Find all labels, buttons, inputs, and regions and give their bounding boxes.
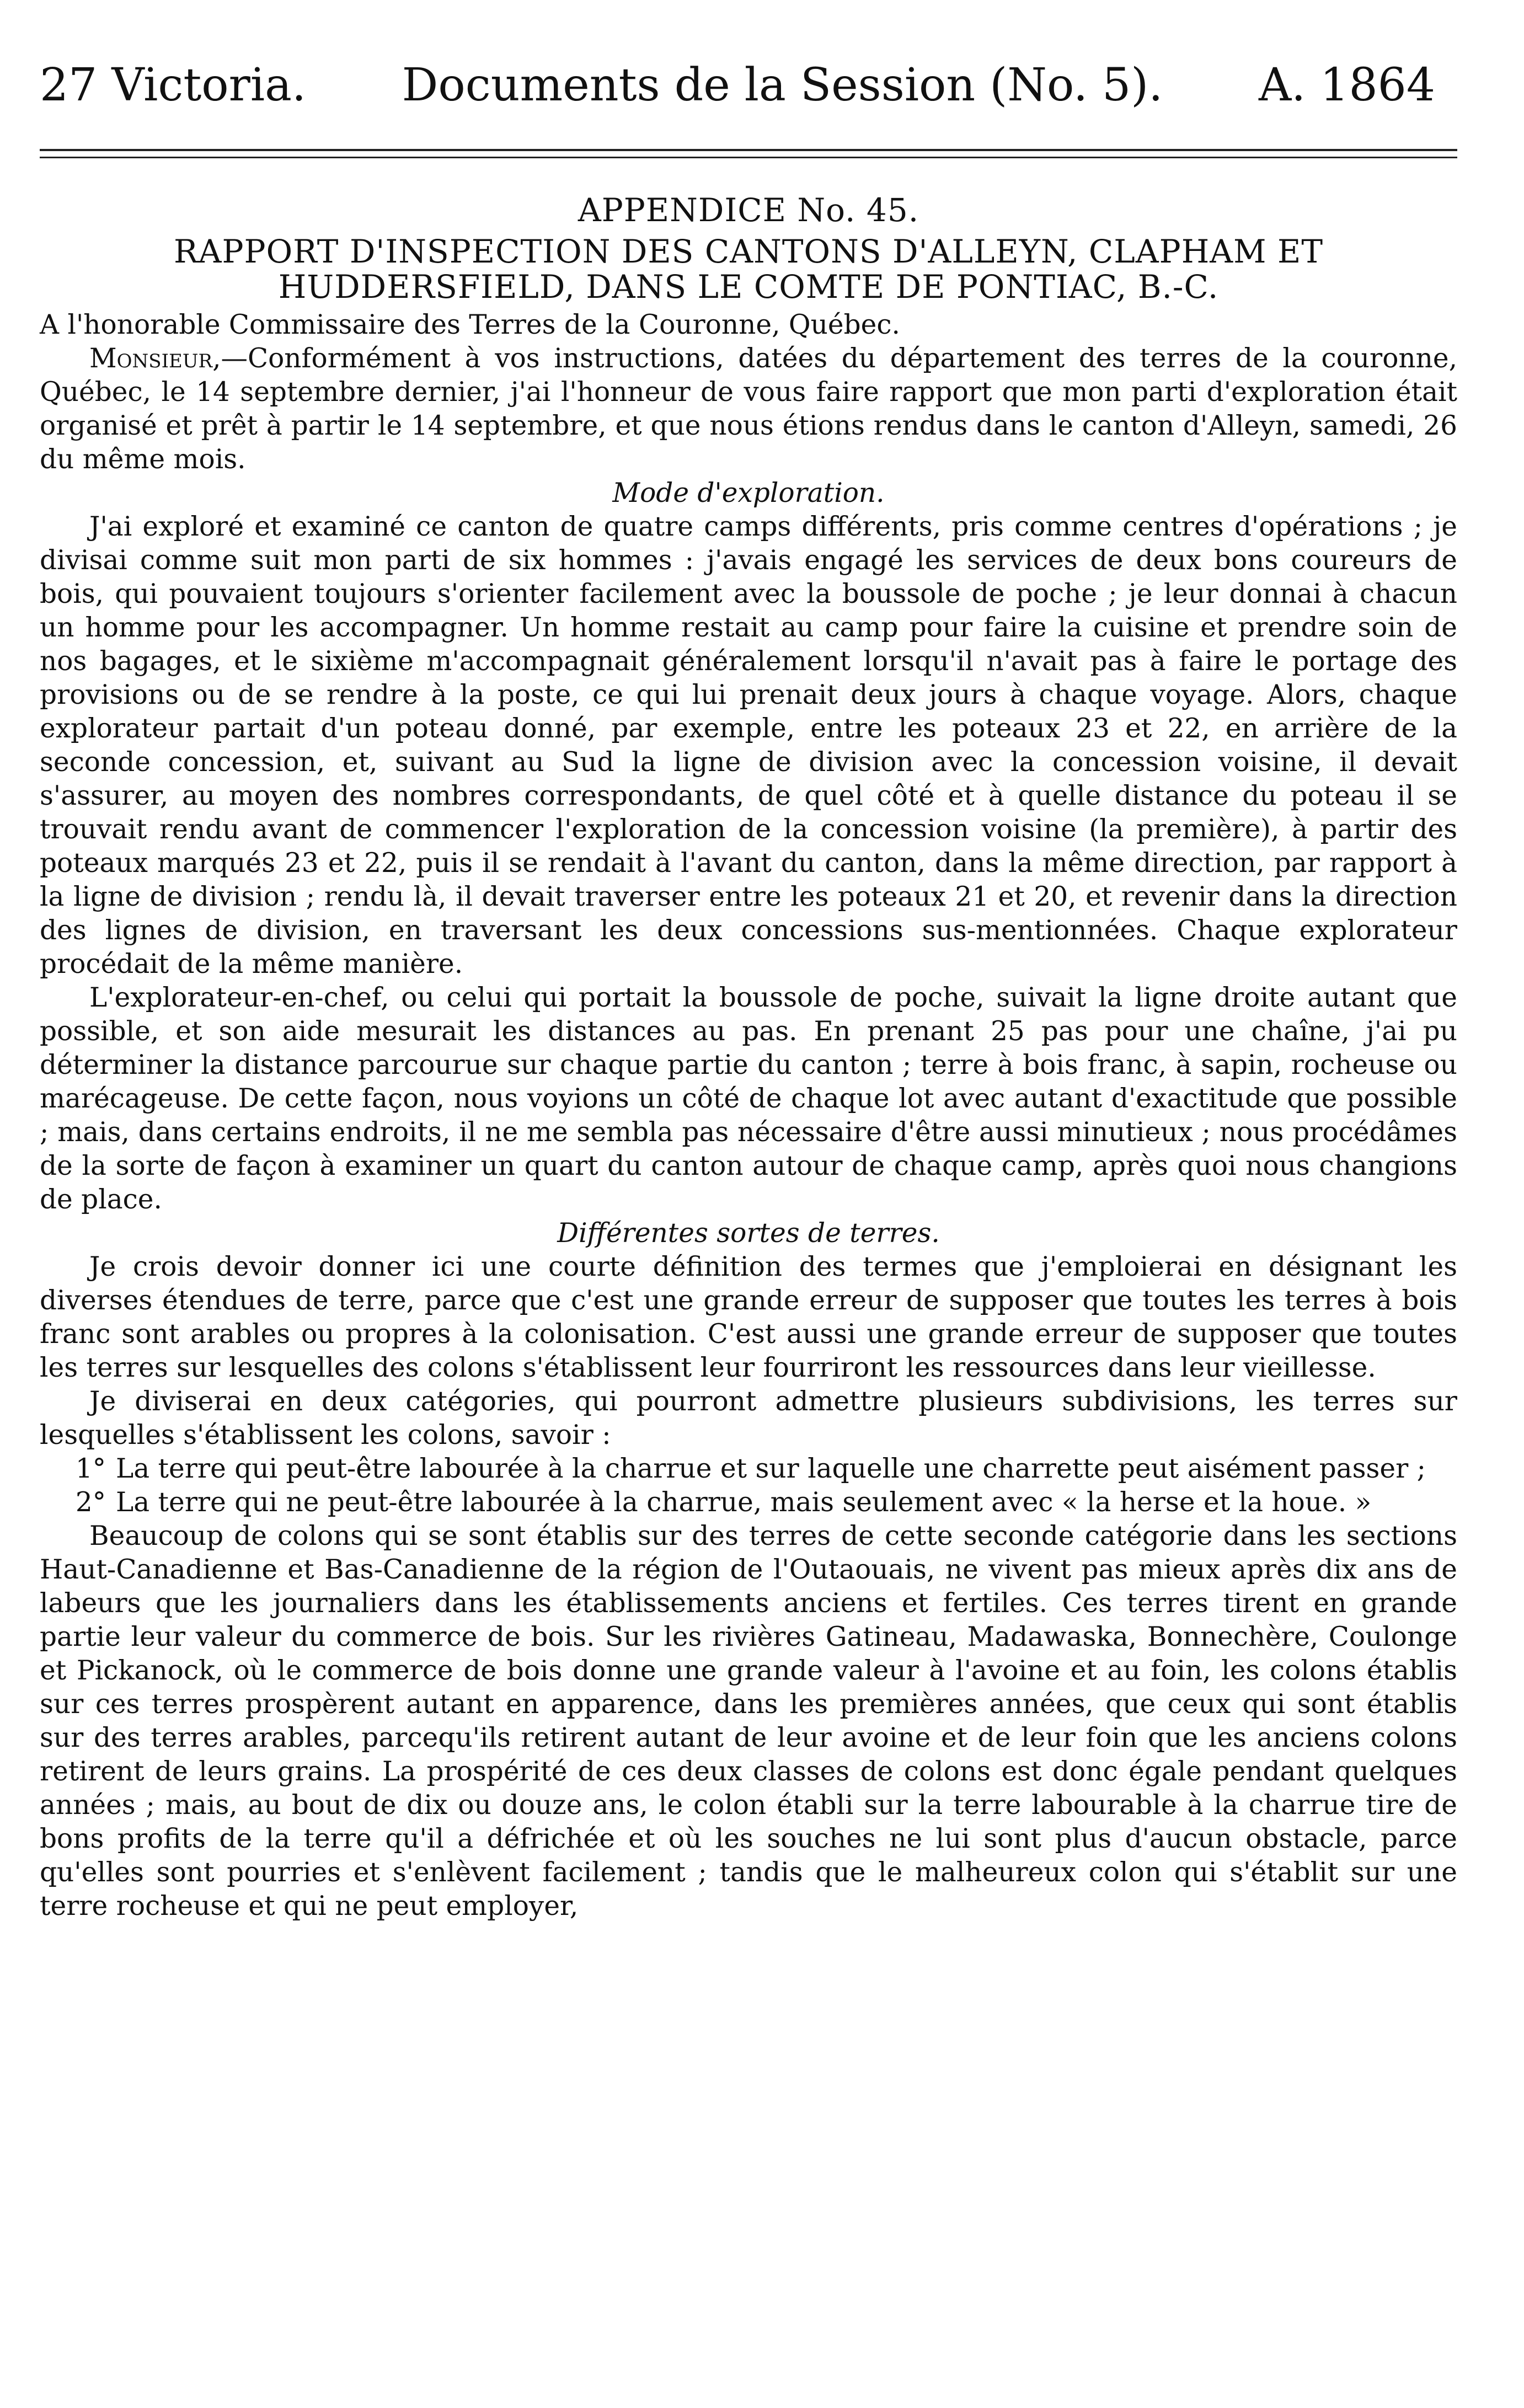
list-item-text: La terre qui ne peut-être labourée à la charrue, mais seulement avec « la herse et la houe. » bbox=[116, 1486, 1372, 1518]
addressee: Monsieur, bbox=[89, 343, 221, 374]
header-year: A. 1864 bbox=[1258, 59, 1435, 111]
paragraph: Je crois devoir donner ici une courte définition des termes que j'emploierai en désignant les diverses étendues de terre, parce que c'est une grande erreur de supposer que toutes les terres à bois franc sont arables ou propres à la colonisation. C'est aussi une grande erreur de supposer que toutes les terres sur lesquelles des colons s'établissent leur fourriront les ressources dans leur vieillesse. bbox=[40, 1251, 1457, 1383]
section-heading-exploration: Mode d'exploration. bbox=[612, 477, 885, 509]
document-page bbox=[40, 61, 1457, 1923]
intro-text: —Conformément à vos instructions, datées du département des terres de la couronne, Québec, le 14 septembre dernier, j'ai l'honneur de vous faire rapport que mon parti d'exploration était organisé et prêt à partir le 14 septembre, et que nous étions rendus dans le canton d'Alleyn, samedi, 26 du même mois. bbox=[40, 343, 1457, 475]
running-header bbox=[40, 61, 1457, 110]
paragraph: Beaucoup de colons qui se sont établis sur des terres de cette seconde catégorie dans les sections Haut-Canadienne et Bas-Canadienne de la région de l'Outaouais, ne vivent pas mieux après dix ans de labeurs que les journaliers dans les établissements anciens et fertiles. Ces terres tirent en grande partie leur valeur du commerce de bois. Sur les rivières Gatineau, Madawaska, Bonnechère, Coulonge et Pickanock, où le commerce de bois donne une grande valeur à l'avoine et au foin, les colons établis sur ces terres prospèrent autant en apparence, dans les premières années, que ceux qui sont établis sur des terres arables, parcequ'ils retirent autant de leur avoine et de leur foin que les anciens colons retirent de leurs grains. La prospérité de ces deux classes de colons est donc égale pendant quelques années ; mais, au bout de dix ou douze ans, le colon établi sur la terre labourable à la charrue tire de bons profits de la terre qu'il a défrichée et où les souches ne lui sont plus d'aucun obstacle, parce qu'elles sont pourries et s'enlèvent facilement ; tandis que le malheureux colon qui s'établit sur une terre rocheuse et qui ne peut employer, bbox=[40, 1520, 1457, 1922]
list-item-number: 2° bbox=[75, 1486, 106, 1518]
report-title: RAPPORT D'INSPECTION DES CANTONS D'ALLEYN, CLAPHAM ET HUDDERSFIELD, DANS LE COMTE DE PONTIAC, B.-C. bbox=[173, 233, 1324, 306]
header-volume: 27 Victoria. bbox=[40, 59, 307, 111]
list-item-text: La terre qui peut-être labourée à la charrue et sur laquelle une charrette peut aisément passer ; bbox=[116, 1453, 1426, 1484]
header-rule-double bbox=[40, 157, 1457, 158]
report-body bbox=[40, 308, 1457, 1923]
salutation: A l'honorable Commissaire des Terres de la Couronne, Québec. bbox=[40, 309, 900, 340]
intro-paragraph bbox=[40, 342, 1457, 477]
header-rule bbox=[40, 149, 1457, 151]
section-heading-land-types: Différentes sortes de terres. bbox=[557, 1217, 940, 1249]
paragraph: L'explorateur-en-chef, ou celui qui portait la boussole de poche, suivait la ligne droite autant que possible, et son aide mesurait les distances au pas. En prenant 25 pas pour une chaîne, j'ai pu déterminer la distance parcourue sur chaque partie du canton ; terre à bois franc, à sapin, rocheuse ou marécageuse. De cette façon, nous voyions un côté de chaque lot avec autant d'exactitude que possible ; mais, dans certains endroits, il ne me sembla pas nécessaire d'être aussi minutieux ; nous procédâmes de la sorte de façon à examiner un quart du canton autour de chaque camp, après quoi nous changions de place. bbox=[40, 982, 1457, 1215]
list-item bbox=[40, 1486, 1457, 1519]
appendix-number: APPENDICE No. 45. bbox=[577, 191, 919, 229]
list-item-number: 1° bbox=[75, 1453, 106, 1484]
paragraph: J'ai exploré et examiné ce canton de quatre camps différents, pris comme centres d'opérations ; je divisai comme suit mon parti de six hommes : j'avais engagé les services de deux bons coureurs de bois, qui pouvaient toujours s'orienter facilement avec la boussole de poche ; je leur donnai à chacun un homme pour les accompagner. Un homme restait au camp pour faire la cuisine et prendre soin de nos bagages, et le sixième m'accompagnait généralement lorsqu'il n'avait pas à faire le portage des provisions ou de se rendre à la poste, ce qui lui prenait deux jours à chaque voyage. Alors, chaque explorateur partait d'un poteau donné, par exemple, entre les poteaux 23 et 22, en arrière de la seconde concession, et, suivant au Sud la ligne de division avec la concession voisine, il devait s'assurer, au moyen des nombres correspondants, de quel côté et à quelle distance du poteau il se trouvait rendu avant de commencer l'exploration de la concession voisine (la première), à partir des poteaux marqués 23 et 22, puis il se rendait à l'avant du canton, dans la même direction, par rapport à la ligne de division ; rendu là, il devait traverser entre les poteaux 21 et 20, et revenir dans la direction des lignes de division, en traversant les deux concessions sus-mentionnées. Chaque explorateur procédait de la même manière. bbox=[40, 511, 1457, 980]
paragraph: Je diviserai en deux catégories, qui pourront admettre plusieurs subdivisions, les terres sur lesquelles s'établissent les colons, savoir : bbox=[40, 1385, 1457, 1451]
list-item bbox=[40, 1452, 1457, 1486]
header-series: Documents de la Session (No. 5). bbox=[402, 59, 1163, 111]
